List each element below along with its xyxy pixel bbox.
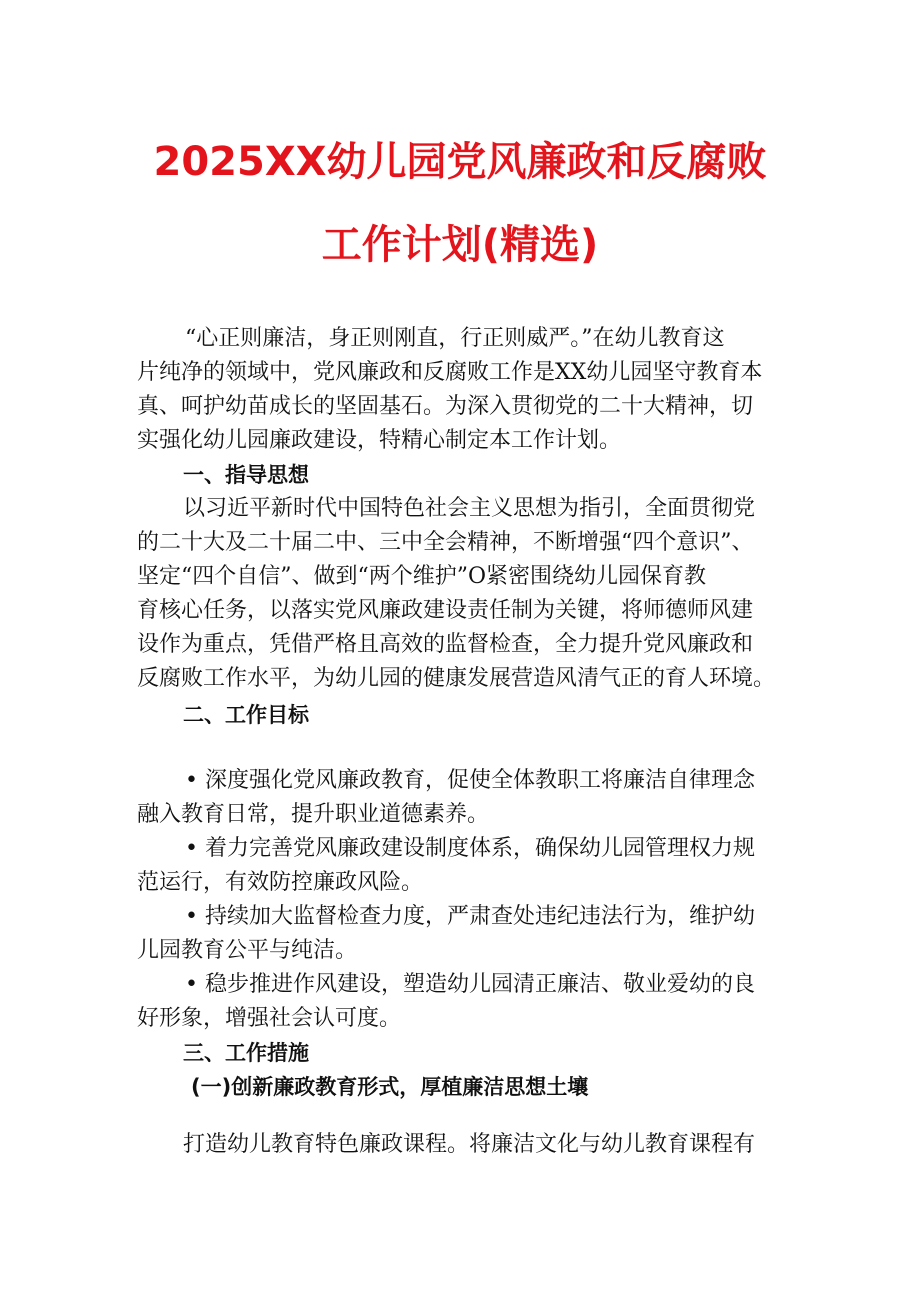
goal-bullet-line: 范运行，有效防控廉政风险。 [137,870,424,895]
goal-bullet-line: 好形象，增强社会认可度。 [137,1006,402,1031]
paragraph-line: 的二十大及二十届二中、三中全会精神，不断增强“四个意识”、 [137,530,754,555]
paragraph-line: 育核心任务，以落实党风廉政建设责任制为关键，将师德师风建 [137,598,754,623]
paragraph-line: 坚定“四个自信”、做到“两个维护”O紧密围绕幼儿园保育教 [137,564,707,589]
goal-bullet-line: • 深度强化党风廉政教育，促使全体教职工将廉洁自律理念 [185,768,755,793]
intro-line: 片纯净的领域中，党风廉政和反腐败工作是XX幼儿园坚守教育本 [137,360,763,385]
paragraph-line: 设作为重点，凭借严格且高效的监督检查，全力提升党风廉政和 [137,632,754,657]
section-heading-guiding-ideology: 一、指导思想 [183,463,309,487]
subsection-heading: (一)创新廉政教育形式，厚植廉洁思想土壤 [191,1075,589,1099]
section-heading-work-measures: 三、工作措施 [183,1041,309,1065]
paragraph-line: 打造幼儿教育特色廉政课程。将廉洁文化与幼儿教育课程有 [183,1132,756,1157]
goal-bullet-line: • 稳步推进作风建设，塑造幼儿园清正廉洁、敬业爱幼的良 [185,972,755,997]
paragraph-line: 以习近平新时代中国特色社会主义思想为指引，全面贯彻党 [183,496,756,521]
goal-bullet-line: 融入教育日常，提升职业道德素养。 [137,802,490,827]
section-heading-work-goals: 二、工作目标 [183,703,309,727]
paragraph-line: 反腐败工作水平，为幼儿园的健康发展营造风清气正的育人环境。 [137,666,776,691]
intro-line: “心正则廉洁，身正则刚直，行正则威严。”在幼儿教育这 [185,326,725,351]
document-title-line-1: 2025XX幼儿园党风廉政和反腐败 [153,139,767,185]
intro-line: 真、呵护幼苗成长的坚固基石。为深入贯彻党的二十大精神，切 [137,394,754,419]
goal-bullet-line: • 着力完善党风廉政建设制度体系，确保幼儿园管理权力规 [185,836,755,861]
goal-bullet-line: • 持续加大监督检查力度，严肃查处违纪违法行为，维护幼 [185,904,755,929]
document-title-line-2: 工作计划(精选) [321,222,599,268]
goal-bullet-line: 儿园教育公平与纯洁。 [137,938,358,963]
intro-line: 实强化幼儿园廉政建设，特精心制定本工作计划。 [137,428,622,453]
